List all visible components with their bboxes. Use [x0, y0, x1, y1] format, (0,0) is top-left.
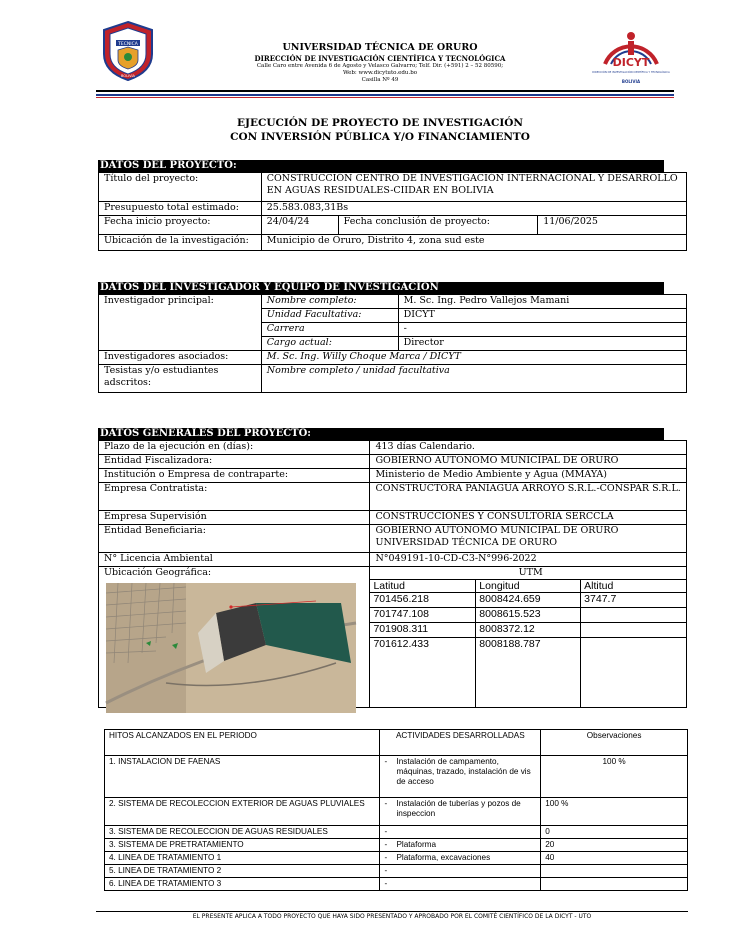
- address-line: Calle Caro entre Avenida 6 de Agosto y Velasco Galvarro; Telf. Dir. (+591) 2 – 52 80590;: [256, 63, 504, 69]
- end-date-value: 11/06/2025: [538, 216, 687, 235]
- associates-value: M. Sc. Ing. Willy Choque Marca / DICYT: [261, 351, 686, 365]
- utm-cell: 701456.218: [370, 593, 476, 608]
- footer-rule: [96, 911, 688, 912]
- general-row-label: Plazo de la ejecución en (días):: [99, 441, 370, 455]
- principal-investigator-label: Investigador principal:: [99, 295, 262, 351]
- utm-cell: 8008424.659: [476, 593, 581, 608]
- section-project-header: DATOS DEL PROYECTO:: [98, 160, 664, 172]
- career-label: Carrera: [261, 323, 398, 337]
- utm-header-longitude: Longitud: [476, 580, 581, 593]
- start-date-value: 24/04/24: [261, 216, 338, 235]
- thesis-students-label: Tesistas y/o estudiantes adscritos:: [99, 365, 262, 393]
- utm-label: UTM: [370, 567, 687, 580]
- general-row-value: Ministerio de Medio Ambiente y Agua (MMAYA): [370, 469, 687, 483]
- milestones-header-activities: ACTIVIDADES DESARROLLADAS: [380, 730, 541, 756]
- milestone-observation: 0: [541, 826, 688, 839]
- milestone-name: 4. LINEA DE TRATAMIENTO 1: [105, 852, 380, 865]
- general-row-value: 413 días Calendario.: [370, 441, 687, 455]
- direction-name: DIRECCIÓN DE INVESTIGACIÓN CIENTÍFICA Y TECNOLÓGICA: [254, 54, 506, 63]
- section-general-header: DATOS GENERALES DEL PROYECTO:: [98, 428, 664, 440]
- document-title: [200, 116, 560, 144]
- milestone-activity: - Instalación de tuberías y pozos de inspeccion: [380, 798, 541, 826]
- general-row-label: Entidad Fiscalizadora:: [99, 455, 370, 469]
- general-row-value: GOBIERNO AUTONOMO MUNICIPAL DE ORURO: [370, 455, 687, 469]
- milestone-activity: -: [380, 878, 541, 891]
- university-seal-logo: [100, 20, 156, 82]
- footer-note: EL PRESENTE APLICA A TODO PROYECTO QUE HAYA SIDO PRESENTADO Y APROBADO POR EL COMITÉ CIENTÍFICO DE LA DICYT - UTO: [192, 913, 592, 920]
- project-title-label: Título del proyecto:: [99, 173, 262, 202]
- utm-cell: [581, 623, 687, 638]
- milestone-observation: [541, 878, 688, 891]
- svg-text:DIRECCIÓN DE INVESTIGACIÓN CIE: DIRECCIÓN DE INVESTIGACIÓN CIENTÍFICA Y TECNOLÓGICA: [592, 71, 670, 74]
- project-title-value: CONSTRUCCIÓN CENTRO DE INVESTIGACIÓN INTERNACIONAL Y DESARROLLO EN AGUAS RESIDUALES-CIIDAR EN BOLIVIA: [261, 173, 686, 202]
- utm-cell: 8008372.12: [476, 623, 581, 638]
- milestone-activity: - Plataforma: [380, 839, 541, 852]
- document-title-line-2: CON INVERSIÓN PÚBLICA Y/O FINANCIAMIENTO: [230, 131, 530, 143]
- utm-cell: 3747.7: [581, 593, 687, 608]
- dicyt-logo: [592, 24, 670, 90]
- thesis-students-value: Nombre completo / unidad facultativa: [261, 365, 686, 393]
- current-role-value: Director: [398, 337, 686, 351]
- svg-text:DICYT: DICYT: [612, 56, 650, 69]
- current-role-label: Cargo actual:: [261, 337, 398, 351]
- location-label: Ubicación de la investigación:: [99, 235, 262, 251]
- start-date-label: Fecha inicio proyecto:: [99, 216, 262, 235]
- faculty-unit-label: Unidad Facultativa:: [261, 309, 398, 323]
- full-name-value: M. Sc. Ing. Pedro Vallejos Mamani: [398, 295, 686, 309]
- box-line: Casilla Nº 49: [361, 77, 399, 83]
- header-rule-black: [96, 90, 674, 92]
- milestones-header-observations: Observaciones: [541, 730, 688, 756]
- milestone-observation: 100 %: [541, 798, 688, 826]
- associates-label: Investigadores asociados:: [99, 351, 262, 365]
- career-value: -: [398, 323, 686, 337]
- milestone-activity-text: Instalación de campamento, máquinas, trazado, instalación de vis de acceso: [396, 757, 531, 786]
- milestone-activity-text: Plataforma: [396, 840, 437, 849]
- general-row-label: Entidad Beneficiaria:: [99, 525, 370, 553]
- milestone-observation: 40: [541, 852, 688, 865]
- milestones-header-hitos: HITOS ALCANZADOS EN EL PERIODO: [105, 730, 380, 756]
- svg-text:BOLIVIA: BOLIVIA: [621, 79, 641, 84]
- section-team-header: DATOS DEL INVESTIGADOR Y EQUIPO DE INVESTIGACIÓN: [98, 282, 664, 294]
- header-rule-blue: [96, 94, 674, 96]
- utm-cell: 8008615.523: [476, 608, 581, 623]
- utm-header-latitude: Latitud: [370, 580, 476, 593]
- location-value: Municipio de Oruro, Distrito 4, zona sud este: [261, 235, 686, 251]
- milestone-name: 3. SISTEMA DE PRETRATAMIENTO: [105, 839, 380, 852]
- utm-cell: 701747.108: [370, 608, 476, 623]
- milestone-activity: - Instalación de campamento, máquinas, trazado, instalación de vis de acceso: [380, 756, 541, 798]
- svg-text:BOLIVIA: BOLIVIA: [121, 74, 135, 78]
- budget-label: Presupuesto total estimado:: [99, 202, 262, 216]
- utm-cell: [581, 638, 687, 708]
- faculty-unit-value: DICYT: [398, 309, 686, 323]
- general-row-value: N°049191-10-CD-C3-N°996-2022: [370, 553, 687, 567]
- utm-header-altitude: Altitud: [581, 580, 687, 593]
- utm-cell: 701612.433: [370, 638, 476, 708]
- milestone-observation: 100 %: [541, 756, 688, 798]
- milestone-name: 6. LINEA DE TRATAMIENTO 3: [105, 878, 380, 891]
- address-block: [200, 63, 560, 84]
- satellite-map-image: [106, 583, 356, 713]
- general-row-value: CONSTRUCCIONES Y CONSULTORIA SERCCLA: [370, 511, 687, 525]
- web-line: Web: www.dicytuto.edu.bo: [342, 70, 418, 76]
- milestone-activity: -: [380, 865, 541, 878]
- milestone-activity-text: Plataforma, excavaciones: [396, 853, 491, 862]
- general-row-label: Empresa Contratista:: [99, 483, 370, 511]
- general-row-value: CONSTRUCTORA PANIAGUA ARROYO S.R.L.-CONSPAR S.R.L.: [370, 483, 687, 511]
- utm-cell: 8008188.787: [476, 638, 581, 708]
- utm-cell: [581, 608, 687, 623]
- project-table: [98, 172, 687, 251]
- university-name: UNIVERSIDAD TÉCNICA DE ORURO: [282, 42, 478, 53]
- end-date-label: Fecha conclusión de proyecto:: [338, 216, 538, 235]
- full-name-label: Nombre completo:: [261, 295, 398, 309]
- general-row-value: GOBIERNO AUTONOMO MUNICIPAL DE ORURO UNIVERSIDAD TÉCNICA DE ORURO: [370, 525, 687, 553]
- milestone-name: 1. INSTALACION DE FAENAS: [105, 756, 380, 798]
- budget-value: 25.583.083,31Bs: [261, 202, 686, 216]
- svg-text:TECNICA: TECNICA: [118, 42, 138, 47]
- milestones-table: [104, 729, 688, 891]
- milestone-observation: [541, 865, 688, 878]
- milestone-name: 2. SISTEMA DE RECOLECCION EXTERIOR DE AGUAS PLUVIALES: [105, 798, 380, 826]
- milestone-activity-text: Instalación de tuberías y pozos de inspeccion: [396, 799, 521, 818]
- general-row-label: N° Licencia Ambiental: [99, 553, 370, 567]
- milestone-activity: -: [380, 826, 541, 839]
- milestone-name: 3. SISTEMA DE RECOLECCION DE AGUAS RESIDUALES: [105, 826, 380, 839]
- geo-location-label: Ubicación Geográfica:: [99, 567, 370, 708]
- milestone-activity: - Plataforma, excavaciones: [380, 852, 541, 865]
- general-row-label: Institución o Empresa de contraparte:: [99, 469, 370, 483]
- team-table: [98, 294, 687, 393]
- general-row-label: Empresa Supervisión: [99, 511, 370, 525]
- milestone-name: 5. LINEA DE TRATAMIENTO 2: [105, 865, 380, 878]
- header-rule-red: [96, 97, 674, 98]
- milestone-observation: 20: [541, 839, 688, 852]
- document-title-line-1: EJECUCIÓN DE PROYECTO DE INVESTIGACIÓN: [236, 117, 524, 129]
- utm-cell: 701908.311: [370, 623, 476, 638]
